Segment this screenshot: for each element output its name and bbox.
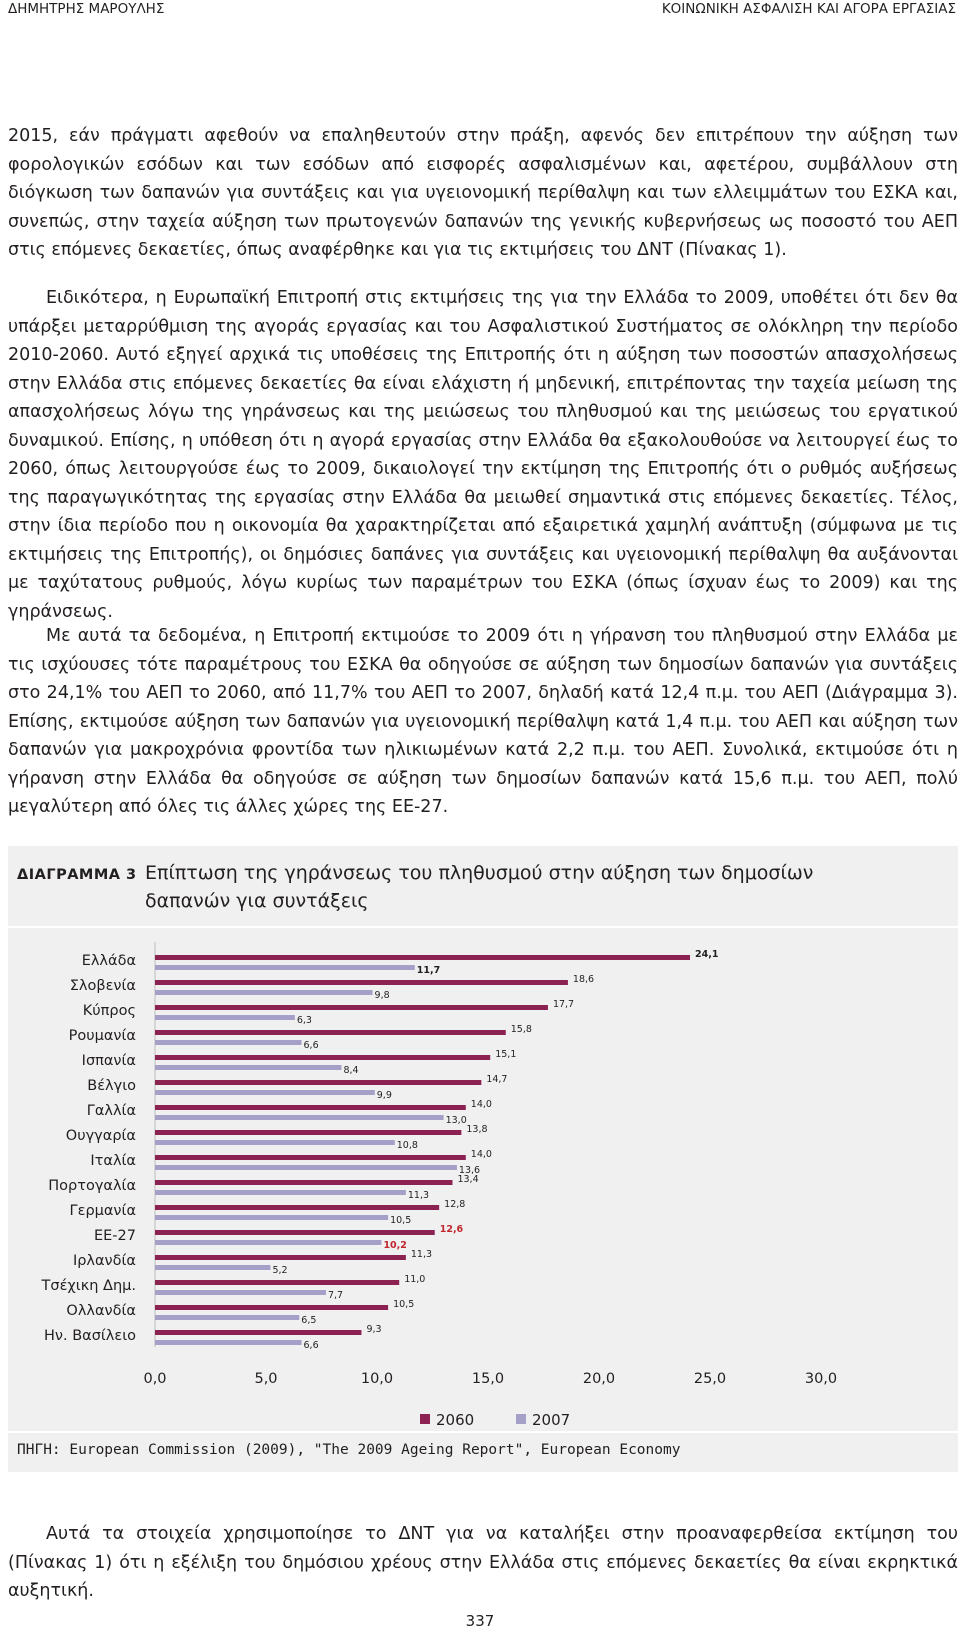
- value-label-2007: 10,5: [390, 1215, 412, 1226]
- legend-swatch-2060: [420, 1414, 430, 1424]
- x-tick-label: 0,0: [143, 1371, 167, 1387]
- x-tick-label: 5,0: [254, 1371, 278, 1387]
- category-label: Ολλανδία: [66, 1303, 136, 1319]
- value-label-2007: 6,6: [303, 1040, 319, 1051]
- bar-2007: [155, 1240, 381, 1245]
- x-tick-label: 30,0: [804, 1371, 838, 1387]
- figure-source: ΠΗΓΗ: European Commission (2009), "The 2009 Ageing Report", European Economy: [17, 1442, 681, 1458]
- bar-2007: [155, 1040, 302, 1045]
- bar-2007: [155, 1090, 375, 1095]
- value-label-2060: 13,8: [466, 1124, 488, 1135]
- x-tick-label: 10,0: [360, 1371, 394, 1387]
- value-label-2060: 11,0: [404, 1274, 426, 1285]
- value-label-2060: 12,8: [444, 1199, 466, 1210]
- bar-2007: [155, 1015, 295, 1020]
- category-label: Πορτογαλία: [48, 1178, 136, 1194]
- category-label: Ιταλία: [90, 1153, 136, 1169]
- category-label: Γερμανία: [69, 1203, 136, 1219]
- value-label-2060: 14,0: [470, 1099, 492, 1110]
- value-label-2007: 9,8: [374, 990, 390, 1001]
- bar-2060: [155, 1005, 548, 1010]
- category-label: Γαλλία: [86, 1103, 136, 1119]
- category-label: ΕΕ-27: [93, 1228, 136, 1244]
- paragraph-3: [8, 622, 958, 822]
- paragraph-2-text: Ειδικότερα, η Ευρωπαϊκή Επιτροπή στις εκτιμήσεις της για την Ελλάδα το 2009, υποθέτει ότι δεν θα υπάρξει μεταρρύθμιση της αγοράς εργασίας και του Ασφαλιστικού Συστήματος σε ολόκληρη την περίοδο 2010-2060. Αυτό εξηγεί αρχικά τις υποθέσεις της Επιτροπής ότι η αύξηση των ποσοστών απασχολήσεως στην Ελλάδα στις επόμενες δεκαετίες θα είναι ελάχιστη ή μηδενική, επιτρέποντας την ταχεία μείωση της απασχολήσεως λόγω της γηράνσεως και της μειώσεως του πληθυσμού και της μειώσεως του εργατικού δυναμικού. Επίσης, η υπόθεση ότι η αγορά εργασίας στην Ελλάδα θα εξακολουθούσε να λειτουργεί έως το 2060, όπως λειτουργούσε έως το 2009, δικαιολογεί την εκτίμηση της Επιτροπής ότι ο ρυθμός αυξήσεως της παραγωγικότητας της εργασίας στην Ελλάδα θα μειωθεί σημαντικά στις επόμενες δεκαετίες. Τέλος, στην ίδια περίοδο που η οικονομία θα χαρακτηρίζεται από εξαιρετικά χαμηλή ανάπτυξη (σύμφωνα με τις εκτιμήσεις της Επιτροπής), οι δημόσιες δαπάνες για συντάξεις και υγειονομική περίθαλψη θα αυξάνονται με ταχύτατους ρυθμούς, λόγω κυρίως των παραμέτρων του ΕΣΚΑ (όπως ίσχυαν έως το 2009) και της γηράνσεως.: [8, 288, 958, 622]
- value-label-2060: 15,1: [495, 1049, 517, 1060]
- figure-divider-bottom: [8, 1431, 958, 1433]
- paragraph-1-text: 2015, εάν πράγματι αφεθούν να επαληθευτούν στην πράξη, αφενός δεν επιτρέπουν την αύξηση των φορολογικών εσόδων και των εσόδων από εισφορές ασφαλισμένων και, αφετέρου, συμβάλλουν στη διόγκωση των δαπανών για συντάξεις και για υγειονομική περίθαλψη και των ελλειμμάτων του ΕΣΚΑ και, συνεπώς, στην ταχεία αύξηση των πρωτογενών δαπανών της γενικής κυβερνήσεως ως ποσοστό του ΑΕΠ στις επόμενες δεκαετίες, όπως αναφέρθηκε και για τις εκτιμήσεις του ΔΝΤ (Πίνακας 1).: [8, 126, 958, 260]
- figure-diagram-3: [8, 846, 958, 1472]
- bar-2060: [155, 1080, 481, 1085]
- legend-label-2007: 2007: [532, 1411, 571, 1429]
- paragraph-4: [8, 1520, 958, 1606]
- paragraph-4-text: Αυτά τα στοιχεία χρησιμοποίησε το ΔΝΤ για να καταλήξει στην προαναφερθείσα εκτίμηση του (Πίνακας 1) ότι η εξέλιξη του δημόσιου χρέους στην Ελλάδα στις επόμενες δεκαετίες θα είναι εκρηκτικά αυξητική.: [8, 1524, 958, 1601]
- bar-2007: [155, 1290, 326, 1295]
- value-label-2060: 12,6: [439, 1224, 464, 1235]
- bar-2060: [155, 1055, 490, 1060]
- running-head-author: ΔΗΜΗΤΡΗΣ ΜΑΡΟΥΛΗΣ: [8, 1, 165, 17]
- bar-2060: [155, 1305, 388, 1310]
- bar-2060: [155, 1030, 506, 1035]
- category-label: Ιρλανδία: [72, 1253, 136, 1269]
- bar-2060: [155, 1255, 406, 1260]
- value-label-2007: 5,2: [272, 1265, 288, 1276]
- value-label-2060: 13,4: [457, 1174, 479, 1185]
- category-label: Ελλάδα: [81, 953, 136, 969]
- value-label-2060: 10,5: [393, 1299, 415, 1310]
- bar-chart: [8, 928, 958, 1430]
- value-label-2007: 11,7: [416, 965, 441, 976]
- x-tick-label: 20,0: [582, 1371, 616, 1387]
- bar-2060: [155, 1280, 399, 1285]
- category-label: Τσέχικη Δημ.: [41, 1278, 136, 1294]
- value-label-2007: 13,6: [458, 1165, 481, 1176]
- bar-2007: [155, 965, 415, 970]
- running-head: [0, 0, 960, 20]
- legend-label-2060: 2060: [436, 1411, 475, 1429]
- paragraph-1: [8, 122, 958, 265]
- value-label-2007: 6,3: [296, 1015, 312, 1026]
- value-label-2007: 6,5: [301, 1315, 317, 1326]
- category-label: Βέλγιο: [87, 1078, 136, 1094]
- value-label-2060: 17,7: [552, 999, 575, 1010]
- bar-2007: [155, 1065, 341, 1070]
- value-label-2007: 9,9: [376, 1090, 392, 1101]
- bar-2007: [155, 1265, 270, 1270]
- category-label: Κύπρος: [82, 1003, 136, 1019]
- bar-2007: [155, 1140, 395, 1145]
- value-label-2007: 7,7: [327, 1290, 344, 1301]
- bar-2007: [155, 1115, 444, 1120]
- figure-header: [8, 846, 958, 926]
- bar-2007: [155, 1340, 302, 1345]
- category-label: Ουγγαρία: [65, 1128, 136, 1144]
- value-label-2007: 8,4: [343, 1065, 359, 1076]
- paragraph-3-text: Με αυτά τα δεδομένα, η Επιτροπή εκτιμούσε το 2009 ότι η γήρανση του πληθυσμού στην Ελλάδα με τις ισχύουσες τότε παραμέτρους του ΕΣΚΑ θα οδηγούσε σε αύξηση των δημοσίων δαπανών για συντάξεις στο 24,1% του ΑΕΠ το 2060, από 11,7% του ΑΕΠ το 2007, δηλαδή κατά 12,4 π.μ. του ΑΕΠ (Διάγραμμα 3). Επίσης, εκτιμούσε αύξηση των δαπανών για υγειονομική περίθαλψη κατά 1,4 π.μ. του ΑΕΠ και αύξηση των δαπανών για μακροχρόνια φροντίδα των ηλικιωμένων κατά 2,2 π.μ. του ΑΕΠ. Συνολικά, εκτιμούσε ότι η γήρανση στην Ελλάδα θα οδηγούσε σε αύξηση των δημοσίων δαπανών κατά 15,6 π.μ. του ΑΕΠ, πολύ μεγαλύτερη από όλες τις άλλες χώρες της ΕΕ-27.: [8, 626, 958, 817]
- value-label-2007: 10,8: [396, 1140, 418, 1151]
- bar-2007: [155, 1165, 457, 1170]
- bar-2060: [155, 1105, 466, 1110]
- bar-2007: [155, 1315, 299, 1320]
- x-tick-label: 15,0: [471, 1371, 505, 1387]
- value-label-2060: 14,7: [486, 1074, 508, 1085]
- bar-2007: [155, 1190, 406, 1195]
- value-label-2007: 11,3: [407, 1190, 430, 1201]
- value-label-2060: 15,8: [510, 1024, 532, 1035]
- page-number: 337: [465, 1612, 495, 1630]
- category-label: Ισπανία: [81, 1053, 136, 1069]
- legend-swatch-2007: [516, 1414, 526, 1424]
- bar-2060: [155, 1205, 439, 1210]
- x-tick-label: 25,0: [693, 1371, 727, 1387]
- bar-2060: [155, 980, 568, 985]
- bar-2007: [155, 990, 373, 995]
- category-label: Ην. Βασίλειο: [43, 1328, 136, 1344]
- bar-2060: [155, 1230, 435, 1235]
- bar-2060: [155, 1155, 466, 1160]
- bar-2060: [155, 1130, 461, 1135]
- value-label-2060: 9,3: [366, 1324, 382, 1335]
- bar-2007: [155, 1215, 388, 1220]
- bar-2060: [155, 1180, 452, 1185]
- value-label-2060: 14,0: [470, 1149, 492, 1160]
- bar-2060: [155, 1330, 361, 1335]
- bar-2060: [155, 955, 690, 960]
- figure-title: Επίπτωση της γηράνσεως του πληθυσμού στην αύξηση των δημοσίων δαπανών για συντάξεις: [145, 862, 814, 912]
- running-head-book-title: ΚΟΙΝΩΝΙΚΗ ΑΣΦΑΛΙΣΗ ΚΑΙ ΑΓΟΡΑ ΕΡΓΑΣΙΑΣ: [661, 1, 956, 17]
- category-label: Σλοβενία: [69, 978, 136, 994]
- value-label-2060: 18,6: [572, 974, 595, 985]
- value-label-2060: 11,3: [410, 1249, 433, 1260]
- value-label-2060: 24,1: [695, 949, 719, 960]
- category-label: Ρουμανία: [68, 1028, 136, 1044]
- figure-label: ΔΙΑΓΡΑΜΜΑ 3: [17, 867, 137, 883]
- value-label-2007: 6,6: [303, 1340, 319, 1351]
- value-label-2007: 10,2: [383, 1240, 407, 1251]
- value-label-2007: 13,0: [445, 1115, 467, 1126]
- paragraph-2: [8, 284, 958, 626]
